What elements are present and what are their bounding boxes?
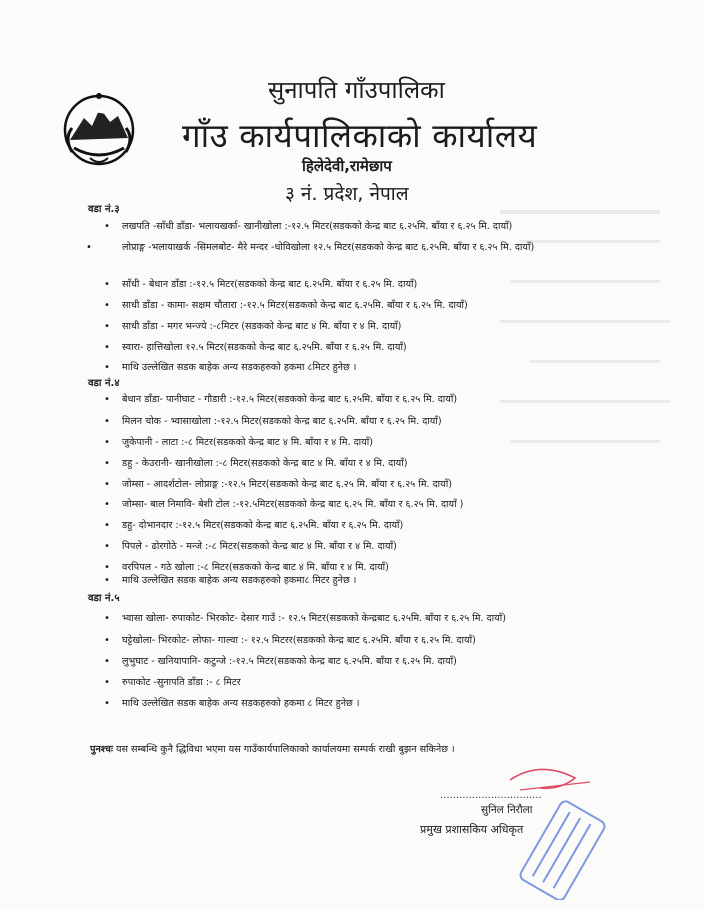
list-item: • स्वारा- हात्तिखोला १२.५ मिटर(सडकको केन्द्र बाट ६.२५मि. बाँया र ६.२५ मि. दायाँ) [104, 342, 407, 353]
list-item: • साँधी - बेधान डाँडा :-१२.५ मिटर(सडकको केन्द्र बाट ६.२५मि. बाँया र ६.२५ मि. दायाँ) [104, 279, 418, 290]
list-item: • लखपति -साँधी डाँडा- भलायखर्का- खानीखोला :-१२.५ मिटर(सडकको केन्द्र बाट ६.२५मि. बाँया र ६.२५ मि. दायाँ) [104, 221, 513, 232]
list-item: • पिपले - ढोरगोठे - मन्जे :-८ मिटर(सडकको केन्द्र बाट ४ मि. बाँया र ४ मि. दायाँ) [104, 541, 397, 552]
list-item: • जोम्सा - आदर्शटोल- लोप्राङ्ग :-१२.५ मिटर(सडकको केन्द्र बाट ६.२५ मि. बाँया र ६.२५ मि. दायाँ) [104, 479, 452, 490]
signatory-name: सुनिल निरौला [481, 804, 533, 816]
office-title: गाँउ कार्यपालिकाको कार्यालय [182, 116, 538, 155]
ward-4-title: वडा नं.४ [88, 378, 120, 389]
list-item: • बेधान डाँडा- पानीघाट - गौडारी :-१२.५ मिटर(सडकको केन्द्र बाट ६.२५मि. बाँया र ६.२५ मि. दायाँ) [104, 394, 458, 405]
list-item: • जोम्सा- बाल निमावि- बेशी टोल :-१२.५मिटर(सडकको केन्द्र बाट ६.२५ मि. बाँया र ६.२५ मि. दायाँ ) [104, 499, 464, 510]
postscript-text: यस सम्बन्धि कुनै द्धिविधा भएमा यस गाउँकार्यपालिकाको कार्यालयमा सम्पर्क राखी बुझन सकिनेछ । [112, 744, 455, 755]
list-item: • माथि उल्लेखित सडक बाहेक अन्य सडकहरुको हकमा८ मिटर हुनेछ । [104, 575, 357, 586]
list-item: • माथि उल्लेखित सडक बाहेक अन्य सडकहरुको हकमा ८मिटर हुनेछ । [104, 362, 357, 373]
list-item: • घट्टेखोला- भिरकोट- लोफा- गाल्वा :- १२.५ मिटरर(सडकको केन्द्र बाट ६.२५मि. बाँया र ६.२५ मि. दायाँ) [104, 635, 476, 646]
province-line: ३ नं. प्रदेश, नेपाल [285, 183, 409, 205]
list-item: • रुपाकोट -सुनापति डाँडा :- ८ मिटर [104, 677, 241, 688]
signatory-title: प्रमुख प्रशासकिय अधिकृत [420, 823, 524, 836]
ward-3-title: वडा नं.३ [88, 204, 120, 215]
list-item: • डहु - केउरानी- खानीखोला :-८ मिटर(सडकको केन्द्र बाट ४ मि. बाँया र ४ मि. दायाँ) [104, 458, 408, 469]
signature-line: ................................ [440, 790, 542, 801]
list-item: • वरपिपल - गठे खोला :-८ मिटर(सडकको केन्द्र बाट ४ मि. बाँया र ४ मि. दायाँ) [104, 562, 389, 573]
list-item: • लोप्राङ्ग -भलायाखर्क -सिमलबोट- मैरे मन्दर -धोविखोला १२.५ मिटर(सडकको केन्द्र बाट ६.२५मि. बाँया र ६.२५ मि. दायाँ) [86, 242, 535, 253]
list-item: • लुभुघाट - खनियापानि- कटुन्जे :-१२.५ मिटर(सडकको केन्द्र बाट ६.२५मि. बाँया र ६.२५ मि. दायाँ) [104, 656, 457, 667]
list-item: • साधी डाँडा - कामा- सक्षम चौतारा :-१२.५ मिटर(सडकको केन्द्र बाट ६.२५मि. बाँया र ६.२५ मि. दायाँ) [104, 300, 468, 311]
list-item: • मिलन चोक - भ्वासाखोला :-१२.५ मिटर(सडकको केन्द्र बाट ६.२५मि. बाँया र ६.२५ मि. दायाँ) [104, 416, 442, 427]
list-item: • जुकेपानी - लाटा :-८ मिटर(सडकको केन्द्र बाट ४ मि. बाँया र ४ मि. दायाँ) [104, 437, 373, 448]
postscript-label: पुनश्चः [90, 744, 113, 755]
nepal-emblem-icon [60, 88, 138, 168]
list-item: • साधी डाँडा - मगर भन्ज्ये :-८मिटर (सडकको केन्द्र बाट ४ मि. बाँया र ४ मि. दायाँ) [104, 321, 402, 332]
postscript [90, 742, 455, 755]
list-item: • डहु- दोभानदार :-१२.५ मिटर(सडकको केन्द्र बाट ६.२५मि. बाँया र ६.२५ मि. दायाँ) [104, 520, 404, 531]
list-item: • माथि उल्लेखित सडक बाहेक अन्य सडकहरुको हकमा ८ मिटर हुनेछ । [104, 698, 360, 709]
list-item: • भ्वासा खोला- रुपाकोट- भिरकोट- देसार गाउँ :- १२.५ मिटर(सडकको केन्द्रबाट ६.२५मि. बाँया र ६.२५ मि. दायाँ) [104, 613, 506, 624]
ward-5-title: वडा नं.५ [88, 593, 120, 604]
office-location: हिलेदेवी,रामेछाप [302, 157, 392, 175]
municipality-name: सुनापति गाँउपालिका [268, 76, 445, 104]
